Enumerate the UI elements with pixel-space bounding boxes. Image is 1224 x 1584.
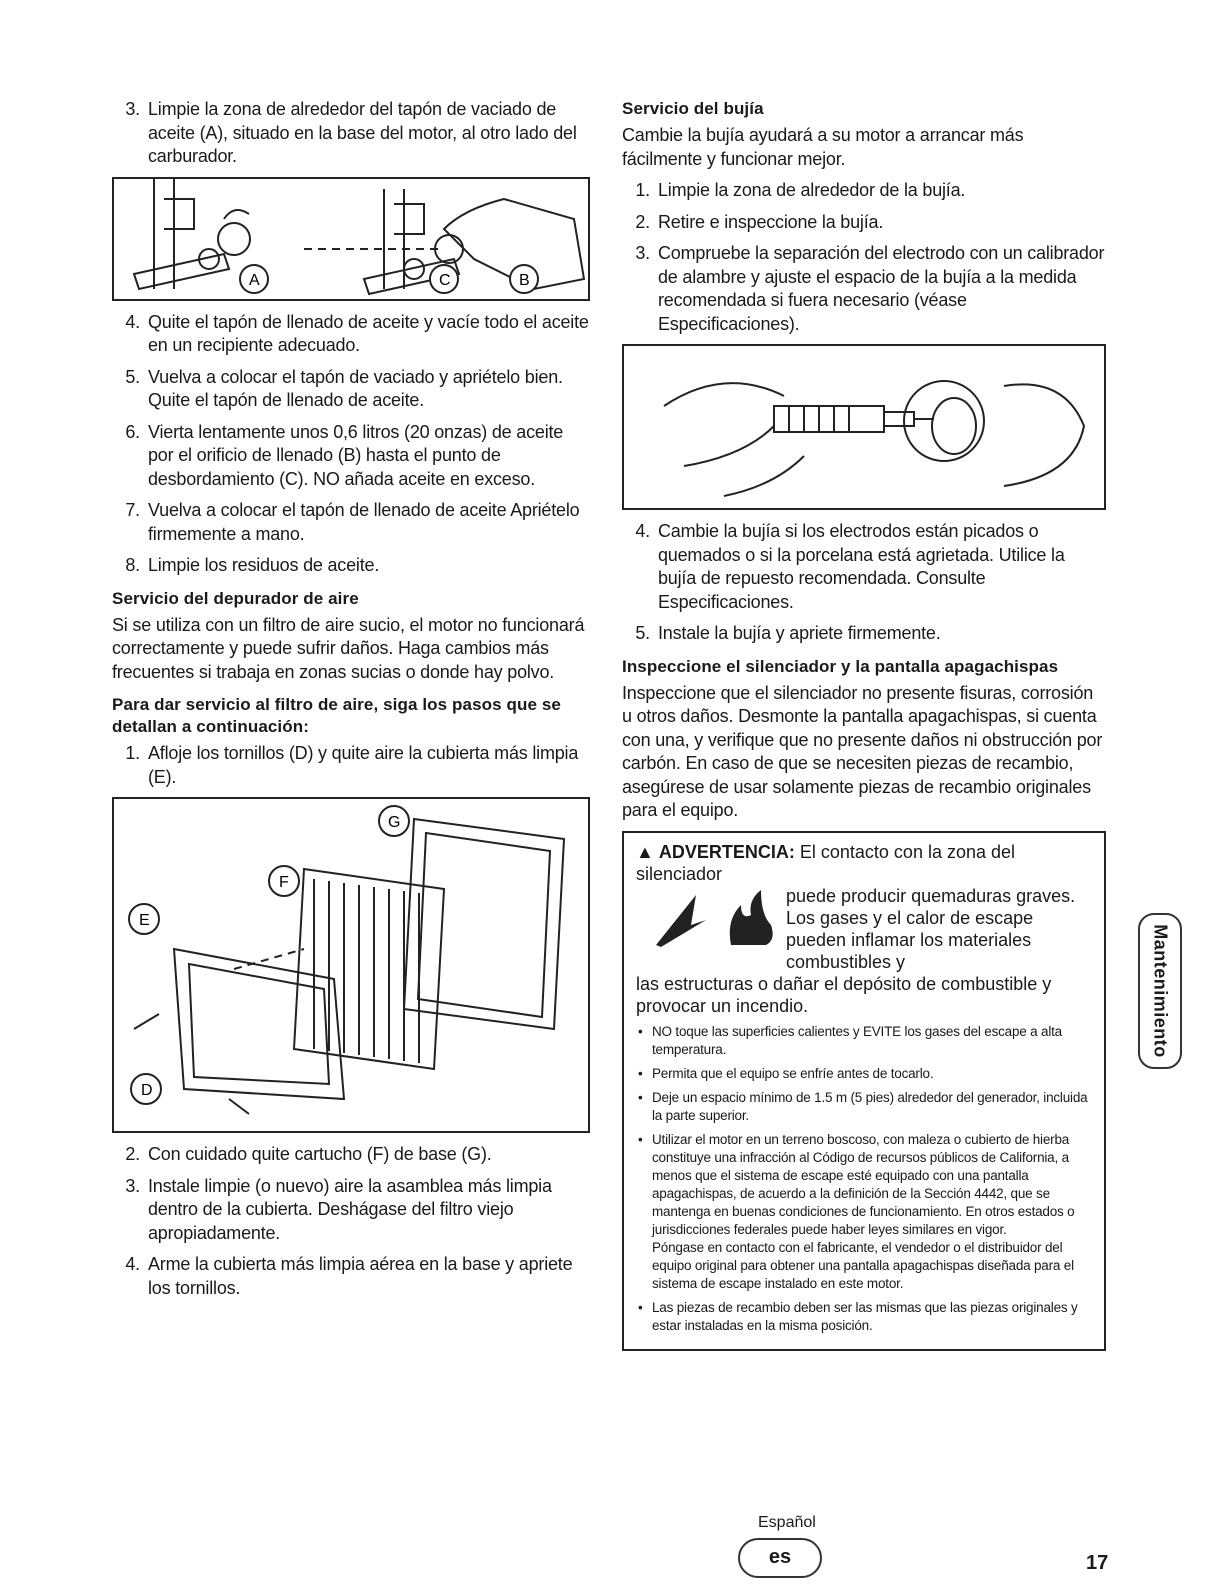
oil-steps-list [112, 311, 590, 578]
footer-language: Español [758, 1514, 816, 1531]
oil-step: 4. Quite el tapón de llenado de aceite y vacíe todo el aceite en un recipiente adecuado. [125, 311, 589, 355]
oil-step: 7. Vuelva a colocar el tapón de llenado de aceite Apriételo firmemente a mano. [125, 500, 580, 544]
muffler-paragraph: Inspeccione que el silenciador no presente fisuras, corrosión u otros daños. Desmonte la pantalla apagachispas, si cuenta con una, y verifique que no presente daños ni obstrucción por carbón. En caso de que se necesiten piezas de recambio, asegúrese de usar solamente piezas de recambio originales para el equipo. [622, 682, 1103, 820]
filter-steps-list [112, 1143, 590, 1300]
label-c: C [439, 271, 451, 289]
label-f: F [279, 874, 289, 891]
spark-plug-steps [622, 179, 1106, 336]
air-cleaner-heading: Servicio del depurador de aire [112, 588, 359, 608]
right-column [622, 98, 1106, 1351]
warning-bullet: • Deje un espacio mínimo de 1.5 m (5 pies) alrededor del generador, incluida la parte superior. [636, 1089, 1094, 1125]
spark-plug-steps-2 [622, 520, 1106, 646]
label-d: D [141, 1082, 153, 1099]
warning-bullet-cont: Póngase en contacto con el fabricante, el vendedor o el distribuidor del equipo original para obtener una pantalla apagachispas diseñada para el sistema de escape instalado en este motor. [652, 1239, 1074, 1291]
plug-step: 1. Limpie la zona de alrededor de la bujía. [635, 180, 966, 200]
left-column [112, 98, 590, 1308]
warning-bullet: • NO toque las superficies calientes y EVITE los gases del escape a alta temperatura. [636, 1023, 1094, 1059]
label-a: A [249, 271, 260, 289]
filter-step: 2. Con cuidado quite cartucho (F) de base (G). [125, 1144, 492, 1164]
air-filter-heading: Para dar servicio al filtro de aire, siga los pasos que se detallan a continuación: [112, 695, 561, 736]
section-side-tab: Mantenimiento [1138, 913, 1182, 1069]
spark-plug-paragraph: Cambie la bujía ayudará a su motor a arrancar más fácilmente y funcionar mejor. [622, 125, 1024, 169]
oil-step: 6. Vierta lentamente unos 0,6 litros (20 onzas) de aceite por el orificio de llenado (B) hasta el punto de desbordamiento (C). NO añada aceite en exceso. [125, 421, 564, 489]
warning-bullets [636, 1023, 1094, 1335]
label-g: G [388, 814, 401, 831]
muffler-heading: Inspeccione el silenciador y la pantalla apagachispas [622, 656, 1059, 676]
oil-step: 5. Vuelva a colocar el tapón de vaciado y apriételo bien. Quite el tapón de llenado de aceite. [125, 366, 563, 410]
warning-icon: ▲ [636, 841, 654, 862]
plug-step: 3. Compruebe la separación del electrodo con un calibrador de alambre y ajuste el espacio de la bujía a la medida recomendada si fuera necesario (véase Especificaciones). [635, 243, 1105, 334]
warning-box [622, 831, 1106, 1351]
label-e: E [139, 912, 150, 929]
plug-step: 2. Retire e inspeccione la bujía. [635, 211, 884, 232]
oil-drain-illustration [114, 179, 588, 299]
filter-step-1: 1. Afloje los tornillos (D) y quite aire la cubierta más limpia (E). [125, 743, 579, 787]
spark-plug-illustration [624, 346, 1104, 508]
label-b: B [519, 271, 530, 289]
air-cleaner-paragraph: Si se utiliza con un filtro de aire sucio, el motor no funcionará correctamente y puede sufrir daños. Haga cambios más frecuentes si trabaja en zonas sucias o donde hay polvo. [112, 614, 585, 682]
spark-plug-figure [622, 344, 1106, 510]
language-badge: es [738, 1538, 822, 1578]
page-number: 17 [1086, 1552, 1109, 1574]
warning-body-cont: las estructuras o dañar el depósito de combustible y provocar un incendio. [636, 973, 1052, 1016]
warning-bullet: • Utilizar el motor en un terreno boscoso, con maleza o cubierto de hierba constituye una infracción al Código de recursos públicos de California, a menos que el sistema de escape esté equipado con una pantalla apagachispas, de acuerdo a la definición de la Sección 4442, que se mantenga en buenas condiciones de funcionamiento. En otros estados o jurisdicciones federales puede haber leyes similares en vigor. Póngase en contacto con el fabricante, el vendedor o el distribuidor del equipo original para obtener una pantalla apagachispas diseñada para el sistema de escape instalado en este motor. [636, 1131, 1094, 1293]
air-filter-figure [112, 797, 590, 1133]
spark-plug-heading: Servicio del bujía [622, 99, 764, 118]
hazard-icons [636, 885, 786, 955]
filter-step: 4. Arme la cubierta más limpia aérea en la base y apriete los tornillos. [125, 1254, 573, 1298]
warning-body: puede producir quemaduras graves. Los gases y el calor de escape pueden inflamar los materiales combustibles y [786, 885, 1076, 972]
oil-step-3: 3. Limpie la zona de alrededor del tapón de vaciado de aceite (A), situado en la base del motor, al otro lado del carburador. [125, 99, 577, 166]
warning-title-rest: El contacto con la zona del silenciador [636, 841, 1016, 884]
warning-title: ADVERTENCIA: [658, 841, 795, 862]
filter-step: 3. Instale limpie (o nuevo) aire la asamblea más limpia dentro de la cubierta. Deshágase del filtro viejo apropiadamente. [125, 1175, 552, 1243]
oil-drain-figure [112, 177, 590, 301]
warning-bullet: • Las piezas de recambio deben ser las mismas que las piezas originales y estar instaladas en la misma posición. [636, 1299, 1094, 1335]
warning-bullet: • Permita que el equipo se enfríe antes de tocarlo. [636, 1065, 1094, 1083]
plug-step: 5. Instale la bujía y apriete firmemente. [635, 623, 941, 643]
burn-fire-icon [636, 885, 786, 955]
oil-step: 8. Limpie los residuos de aceite. [125, 555, 380, 575]
plug-step: 4. Cambie la bujía si los electrodos están picados o quemados o si la porcelana está agrietada. Utilice la bujía de repuesto recomendada. Consulte Especificaciones. [635, 521, 1065, 612]
air-filter-illustration [114, 799, 588, 1131]
